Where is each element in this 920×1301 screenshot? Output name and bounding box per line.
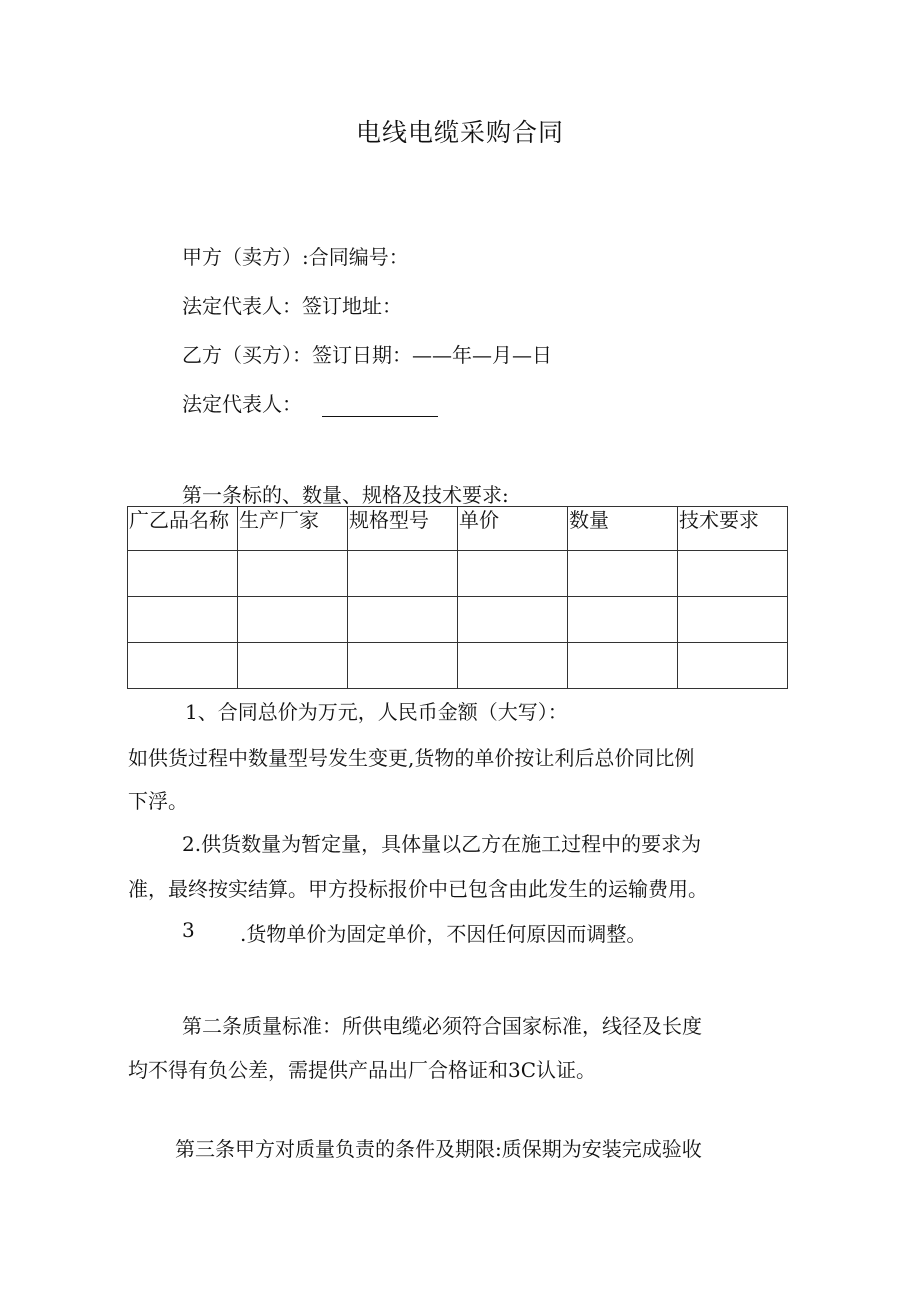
- legal-rep-b-label: 法定代表人：: [182, 392, 302, 416]
- table-cell: [348, 551, 458, 597]
- table-cell: [568, 551, 678, 597]
- table-cell: [348, 597, 458, 643]
- table-cell: [678, 597, 788, 643]
- table-header-cell: 数量: [568, 507, 678, 551]
- legal-rep-b-row: [182, 388, 438, 417]
- table-cell: [238, 551, 348, 597]
- article1-heading: 第一条标的、数量、规格及技术要求:: [182, 483, 509, 507]
- spec-table: [127, 506, 788, 689]
- table-cell: [128, 643, 238, 689]
- party-a-line: 甲方（卖方）:合同编号：: [182, 245, 409, 269]
- article3-line-1: 第三条甲方对质量负责的条件及期限:质保期为安装完成验收: [175, 1137, 702, 1161]
- legal-rep-a-line: 法定代表人：签订地址：: [182, 294, 402, 318]
- clause-1: 1、合同总价为万元，人民币金额（大写）：: [185, 700, 568, 724]
- table-row: [128, 551, 788, 597]
- table-cell: [568, 597, 678, 643]
- table-header-row: [128, 507, 788, 551]
- table-cell: [568, 643, 678, 689]
- party-b-line: 乙方（买方）：签订日期：——年—月—日: [182, 343, 552, 367]
- table-cell: [128, 551, 238, 597]
- table-header-cell: 规格型号: [348, 507, 458, 551]
- clause-2-line-1: 2.供货数量为暂定量，具体量以乙方在施工过程中的要求为: [182, 832, 702, 856]
- table-row: [128, 597, 788, 643]
- table-cell: [238, 597, 348, 643]
- signature-blank: [322, 394, 438, 417]
- table-cell: [678, 551, 788, 597]
- table-header-cell: 单价: [458, 507, 568, 551]
- table-cell: [458, 551, 568, 597]
- clause-3-number: 3: [182, 918, 195, 942]
- document-title: 电线电缆采购合同: [355, 118, 564, 147]
- table-header-cell: 广乙品名称: [128, 507, 238, 551]
- clause-1-cont-1: 如供货过程中数量型号发生变更,货物的单价按让利后总价同比例: [128, 746, 695, 770]
- table-header-cell: 技术要求: [678, 507, 788, 551]
- table-cell: [128, 597, 238, 643]
- table-cell: [238, 643, 348, 689]
- clause-2-line-2: 准，最终按实结算。甲方投标报价中已包含由此发生的运输费用。: [128, 877, 708, 901]
- table-cell: [458, 597, 568, 643]
- clause-1-cont-2: 下浮。: [128, 789, 188, 813]
- article2-line-1: 第二条质量标准：所供电缆必须符合国家标准，线径及长度: [182, 1014, 702, 1038]
- table-row: [128, 643, 788, 689]
- table-cell: [458, 643, 568, 689]
- article2-line-2: 均不得有负公差，需提供产品出厂合格证和3C认证。: [128, 1058, 597, 1082]
- clause-3-text: .货物单价为固定单价，不因任何原因而调整。: [240, 922, 647, 946]
- table-cell: [348, 643, 458, 689]
- table-cell: [678, 643, 788, 689]
- table-header-cell: 生产厂家: [238, 507, 348, 551]
